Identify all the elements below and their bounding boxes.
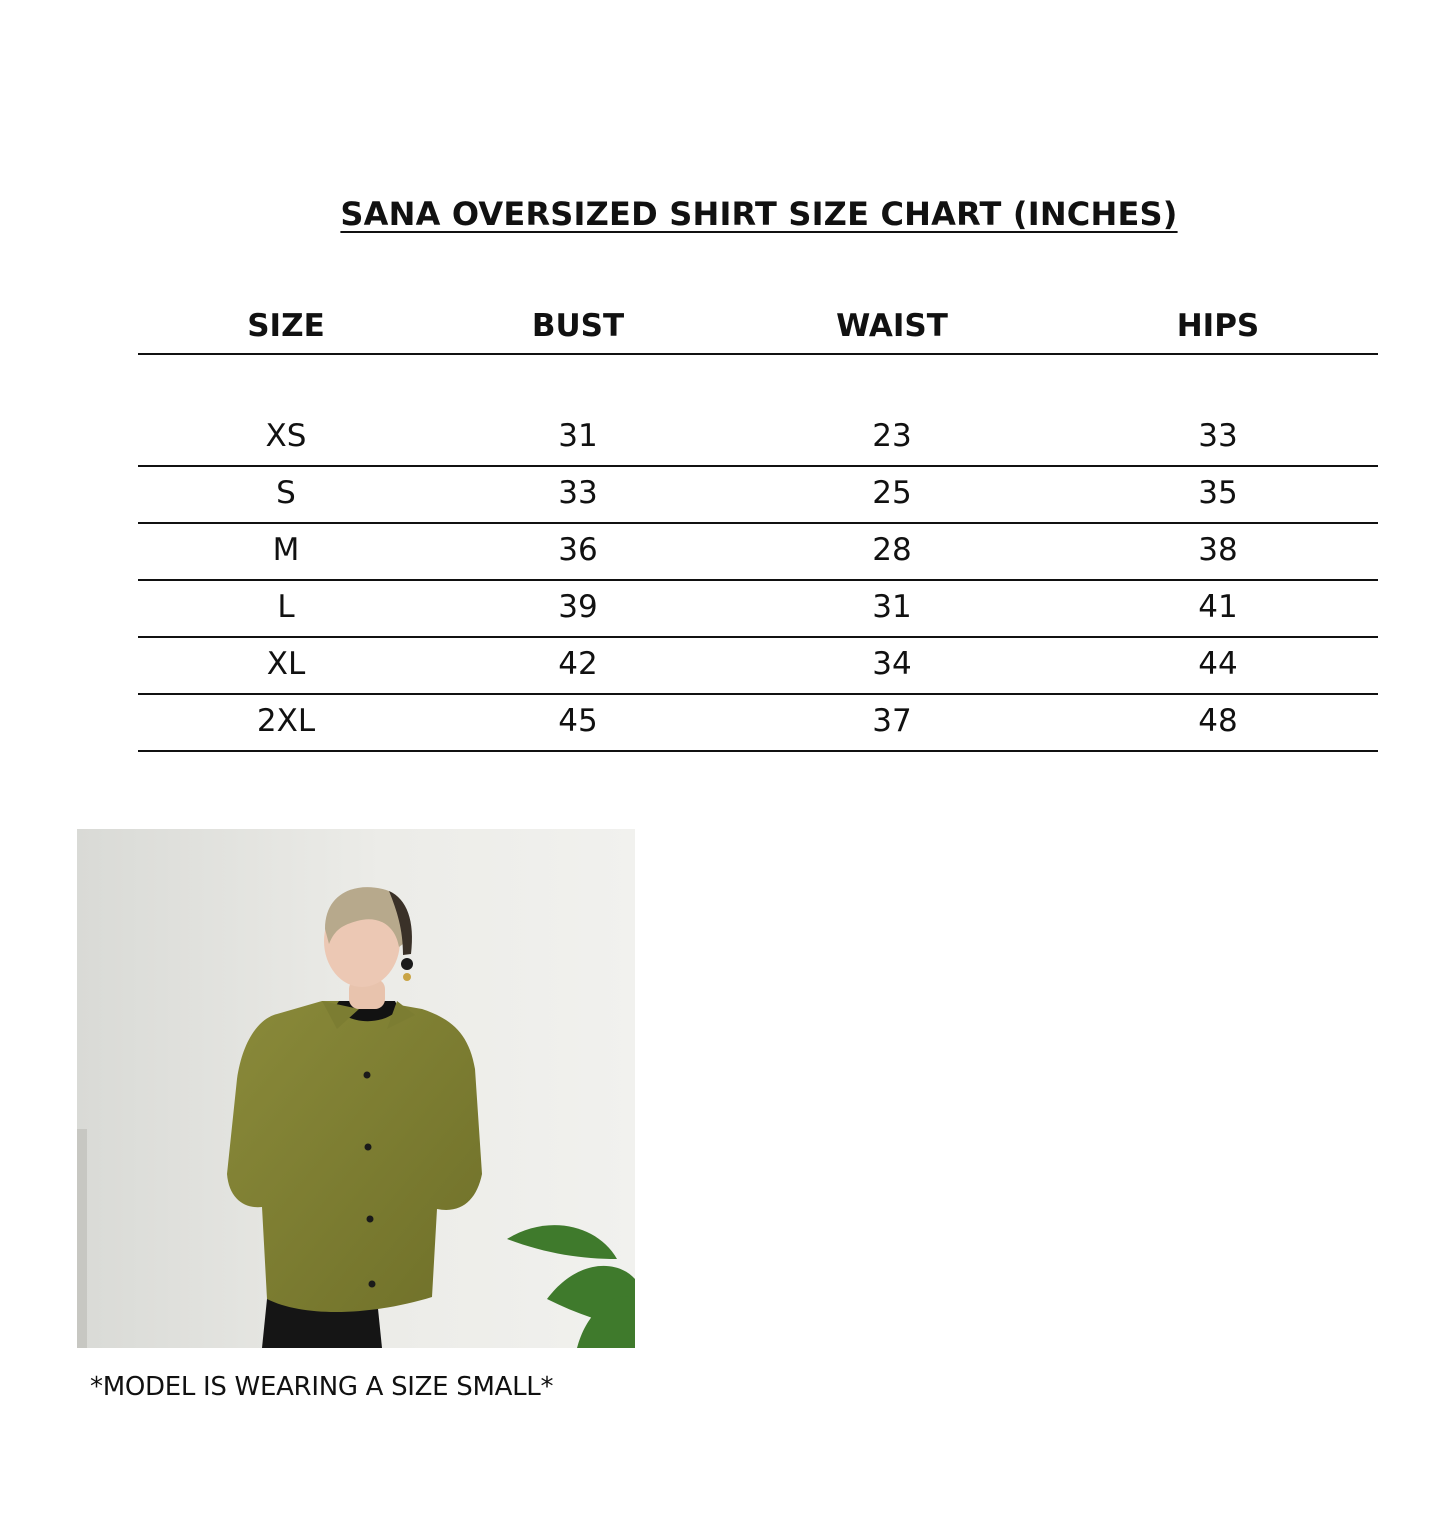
waist-cell: 25 <box>872 475 912 511</box>
hips-cell: 48 <box>1198 703 1238 739</box>
header-bust: BUST <box>531 308 625 344</box>
header-size: SIZE <box>247 308 325 344</box>
size-cell: L <box>277 589 295 625</box>
table-header-row <box>138 300 1378 355</box>
waist-cell: 34 <box>872 646 912 682</box>
hips-cell: 35 <box>1198 475 1238 511</box>
header-waist: WAIST <box>836 308 948 344</box>
table-row <box>138 695 1378 752</box>
bust-cell: 31 <box>558 418 598 454</box>
size-chart-title-text: SANA OVERSIZED SHIRT SIZE CHART (INCHES) <box>340 195 1178 233</box>
size-table <box>138 300 1378 752</box>
table-row <box>138 410 1378 467</box>
hips-cell: 33 <box>1198 418 1238 454</box>
hips-cell: 44 <box>1198 646 1238 682</box>
table-row <box>138 581 1378 638</box>
table-row <box>138 467 1378 524</box>
size-cell: M <box>272 532 300 568</box>
hips-cell: 38 <box>1198 532 1238 568</box>
bust-cell: 42 <box>558 646 598 682</box>
table-row <box>138 638 1378 695</box>
model-size-caption: *MODEL IS WEARING A SIZE SMALL* <box>90 1372 554 1402</box>
waist-cell: 37 <box>872 703 912 739</box>
waist-cell: 23 <box>872 418 912 454</box>
bust-cell: 45 <box>558 703 598 739</box>
model-photo <box>77 829 635 1348</box>
waist-cell: 28 <box>872 532 912 568</box>
header-hips: HIPS <box>1176 308 1260 344</box>
size-chart-title <box>0 195 1445 233</box>
table-spacer <box>138 355 1378 410</box>
bust-cell: 36 <box>558 532 598 568</box>
bust-cell: 39 <box>558 589 598 625</box>
bust-cell: 33 <box>558 475 598 511</box>
size-cell: 2XL <box>256 703 316 739</box>
size-cell: S <box>276 475 296 511</box>
hips-cell: 41 <box>1198 589 1238 625</box>
size-cell: XL <box>266 646 306 682</box>
waist-cell: 31 <box>872 589 912 625</box>
table-row <box>138 524 1378 581</box>
size-cell: XS <box>265 418 307 454</box>
